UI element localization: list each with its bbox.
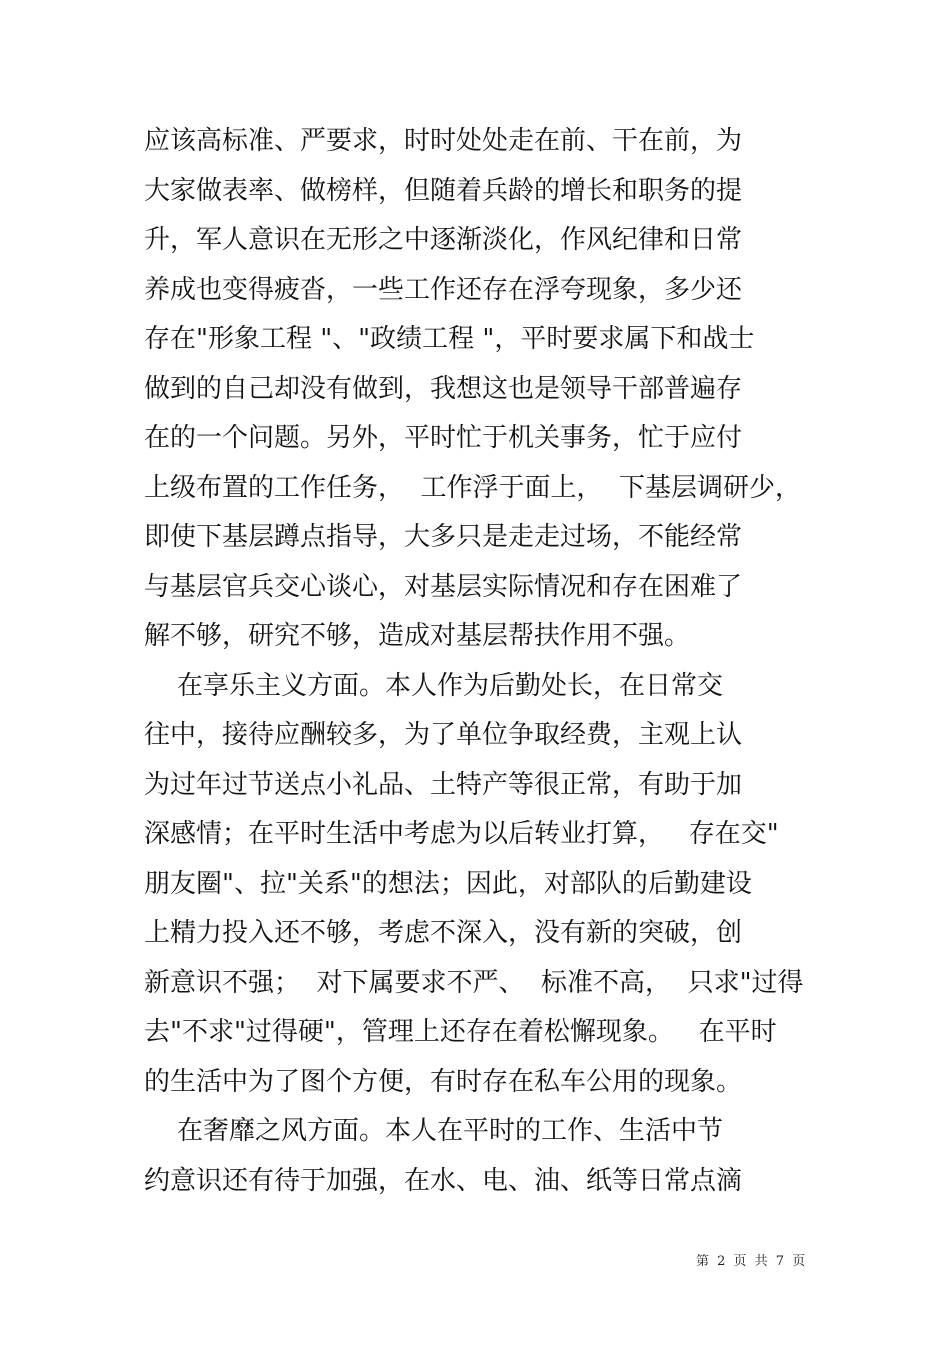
- text-line: 上级布置的工作任务， 工作浮于面上， 下基层调研少，: [144, 472, 802, 503]
- text-line: 深感情；在平时生活中考虑为以后转业打算， 存在交": [144, 819, 779, 849]
- text-line: 新意识不强； 对下属要求不严、 标准不高， 只求"过得: [144, 967, 804, 998]
- text-line: 去"不求"过得硬"，管理上还存在着松懈现象。 在平时: [144, 1017, 777, 1047]
- text-line: 升，军人意识在无形之中逐渐淡化，作风纪律和日常: [144, 225, 743, 255]
- text-line: 解不够，研究不够，造成对基层帮扶作用不强。: [144, 621, 691, 651]
- text-line: 往中，接待应酬较多，为了单位争取经费，主观上认: [144, 720, 743, 750]
- text-line: 上精力投入还不够，考虑不深入，没有新的突破，创: [144, 918, 743, 948]
- text-line: 在享乐主义方面。本人作为后勤处长，在日常交: [144, 670, 724, 701]
- text-line: 大家做表率、做榜样，但随着兵龄的增长和职务的提: [144, 175, 743, 206]
- text-line: 存在"形象工程 "、"政绩工程 "，平时要求属下和战士: [144, 324, 755, 354]
- text-line: 朋友圈"、拉"关系"的想法；因此，对部队的后勤建设: [144, 868, 752, 899]
- page-number-footer: 第 2 页 共 7 页: [696, 1254, 808, 1269]
- text-line: 做到的自己却没有做到，我想这也是领导干部普遍存: [144, 373, 743, 404]
- text-line: 养成也变得疲沓，一些工作还存在浮夸现象，多少还: [144, 274, 743, 305]
- text-line: 即使下基层蹲点指导，大多只是走走过场，不能经常: [144, 522, 743, 552]
- text-line: 与基层官兵交心谈心，对基层实际情况和存在困难了: [144, 571, 743, 602]
- text-line: 的生活中为了图个方便，有时存在私车公用的现象。: [144, 1066, 743, 1097]
- text-line: 在奢靡之风方面。本人在平时的工作、生活中节: [144, 1116, 724, 1146]
- text-line: 约意识还有待于加强，在水、电、油、纸等日常点滴: [144, 1165, 743, 1196]
- text-line: 在的一个问题。另外，平时忙于机关事务，忙于应付: [144, 423, 743, 453]
- body-text: [144, 117, 844, 1206]
- text-line: 应该高标准、严要求，时时处处走在前、干在前，为: [144, 126, 743, 156]
- text-line: 为过年过节送点小礼品、土特产等很正常，有助于加: [144, 769, 743, 800]
